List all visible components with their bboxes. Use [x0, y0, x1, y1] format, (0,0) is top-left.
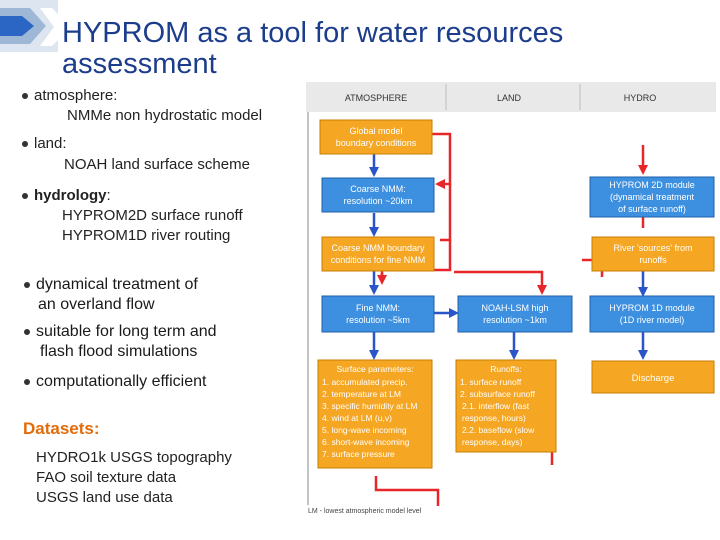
box-fine-nmm: [322, 296, 434, 332]
box-discharge-label: Discharge: [631, 373, 675, 384]
column-header-atmosphere: ATMOSPHERE: [344, 93, 408, 103]
box-coarse-bc-line2: conditions for fine NMM: [330, 255, 426, 265]
box-river-sources-line2: runoffs: [639, 255, 667, 265]
box-hyprom-2d-line2: (dynamical treatment: [609, 192, 695, 202]
box-noah-lsm-line1: NOAH-LSM high: [481, 303, 549, 313]
bullet-dot: [22, 93, 28, 99]
box-hyprom-2d-line3: of surface runoff): [618, 204, 686, 214]
box-coarse-bc: [322, 237, 434, 271]
box-global-model: [320, 120, 432, 154]
box-noah-lsm: [458, 296, 572, 332]
page-title: HYPROM as a tool for water resources assessment: [62, 17, 564, 80]
runoff-item: response, hours): [462, 413, 526, 423]
surface-param-item: 3. specific humidity at LM: [322, 401, 418, 411]
hyprom-logo: [0, 0, 58, 52]
box-coarse-nmm: [322, 178, 434, 212]
land-item: [22, 135, 67, 152]
land-detail: NOAH land surface scheme: [64, 156, 250, 173]
column-header-land: LAND: [496, 93, 522, 103]
dataset-item: HYDRO1k USGS topography: [36, 449, 232, 466]
surface-param-item: 7. surface pressure: [322, 449, 395, 459]
bullet-suitable: [24, 322, 217, 362]
surface-param-item: 2. temperature at LM: [322, 389, 401, 399]
bullet-dot: [24, 329, 30, 335]
box-global-model-line1: Global model: [349, 126, 403, 136]
column-header-hydro: HYDRO: [623, 93, 657, 103]
dataset-item: USGS land use data: [36, 489, 173, 506]
diagram-footnote: LM - lowest atmospheric model level: [308, 508, 422, 515]
bullet-dot: [24, 282, 30, 288]
bullet-dot: [22, 141, 28, 147]
hydrology-item: [22, 187, 111, 204]
box-surface-parameters: [318, 360, 432, 468]
bullet-efficient-line1: computationally efficient: [36, 373, 207, 390]
hydrology-detail-2: HYPROM1D river routing: [62, 227, 231, 244]
bullet-suitable-line1: suitable for long term and: [36, 323, 217, 340]
box-river-sources-line1: River 'sources' from: [613, 243, 693, 253]
box-river-sources: [592, 237, 714, 271]
box-global-model-line2: boundary conditions: [335, 138, 417, 148]
hydrology-label: hydrology: [34, 187, 107, 204]
surface-params-heading: Surface parameters:: [336, 364, 414, 374]
surface-param-item: 5. long-wave incoming: [322, 425, 407, 435]
box-runoffs: [456, 360, 556, 452]
box-hyprom-2d-line1: HYPROM 2D module: [609, 180, 695, 190]
atmosphere-label: atmosphere:: [34, 87, 118, 104]
datasets-heading: Datasets:: [23, 419, 100, 438]
box-hyprom-2d: [590, 177, 714, 217]
bullet-dynamical-line1: dynamical treatment of: [36, 276, 198, 293]
bullet-suitable-line2: flash flood simulations: [40, 343, 198, 360]
bullet-dot: [22, 193, 28, 199]
runoff-item: 1. surface runoff: [460, 377, 522, 387]
box-discharge: [592, 361, 714, 393]
box-coarse-nmm-line1: Coarse NMM:: [350, 184, 406, 194]
box-fine-nmm-line2: resolution ~5km: [346, 315, 410, 325]
runoff-item: 2.2. baseflow (slow: [462, 425, 535, 435]
box-coarse-bc-line1: Coarse NMM boundary: [331, 243, 425, 253]
column-header-bar: [306, 82, 716, 112]
hydrology-detail-1: HYPROM2D surface runoff: [62, 207, 243, 224]
hydrology-colon: :: [106, 187, 111, 204]
surface-param-item: 6. short-wave incoming: [322, 437, 410, 447]
bullet-dynamical: [24, 275, 198, 315]
runoffs-heading: Runoffs:: [490, 364, 522, 374]
model-flow-diagram: [302, 80, 718, 520]
box-hyprom-1d: [590, 296, 714, 332]
dataset-item: FAO soil texture data: [36, 469, 177, 486]
box-noah-lsm-line2: resolution ~1km: [483, 315, 547, 325]
bullet-efficient: [24, 372, 206, 392]
bullet-dynamical-line2: an overland flow: [38, 296, 155, 313]
land-label: land:: [34, 135, 67, 152]
bullet-dot: [24, 379, 30, 385]
box-hyprom-1d-line1: HYPROM 1D module: [609, 303, 695, 313]
surface-param-item: 1. accumulated precip.: [322, 377, 408, 387]
atmosphere-item: [22, 87, 117, 104]
atmosphere-detail: NMMe non hydrostatic model: [67, 107, 263, 124]
runoff-item: 2.1. interflow (fast: [462, 401, 530, 411]
runoff-item: 2. subsurface runoff: [460, 389, 535, 399]
box-fine-nmm-line1: Fine NMM:: [355, 303, 401, 313]
box-hyprom-1d-line2: (1D river model): [619, 315, 685, 325]
runoff-item: response, days): [462, 437, 523, 447]
surface-param-item: 4. wind at LM (u,v): [322, 413, 392, 423]
box-coarse-nmm-line2: resolution ~20km: [343, 196, 413, 206]
